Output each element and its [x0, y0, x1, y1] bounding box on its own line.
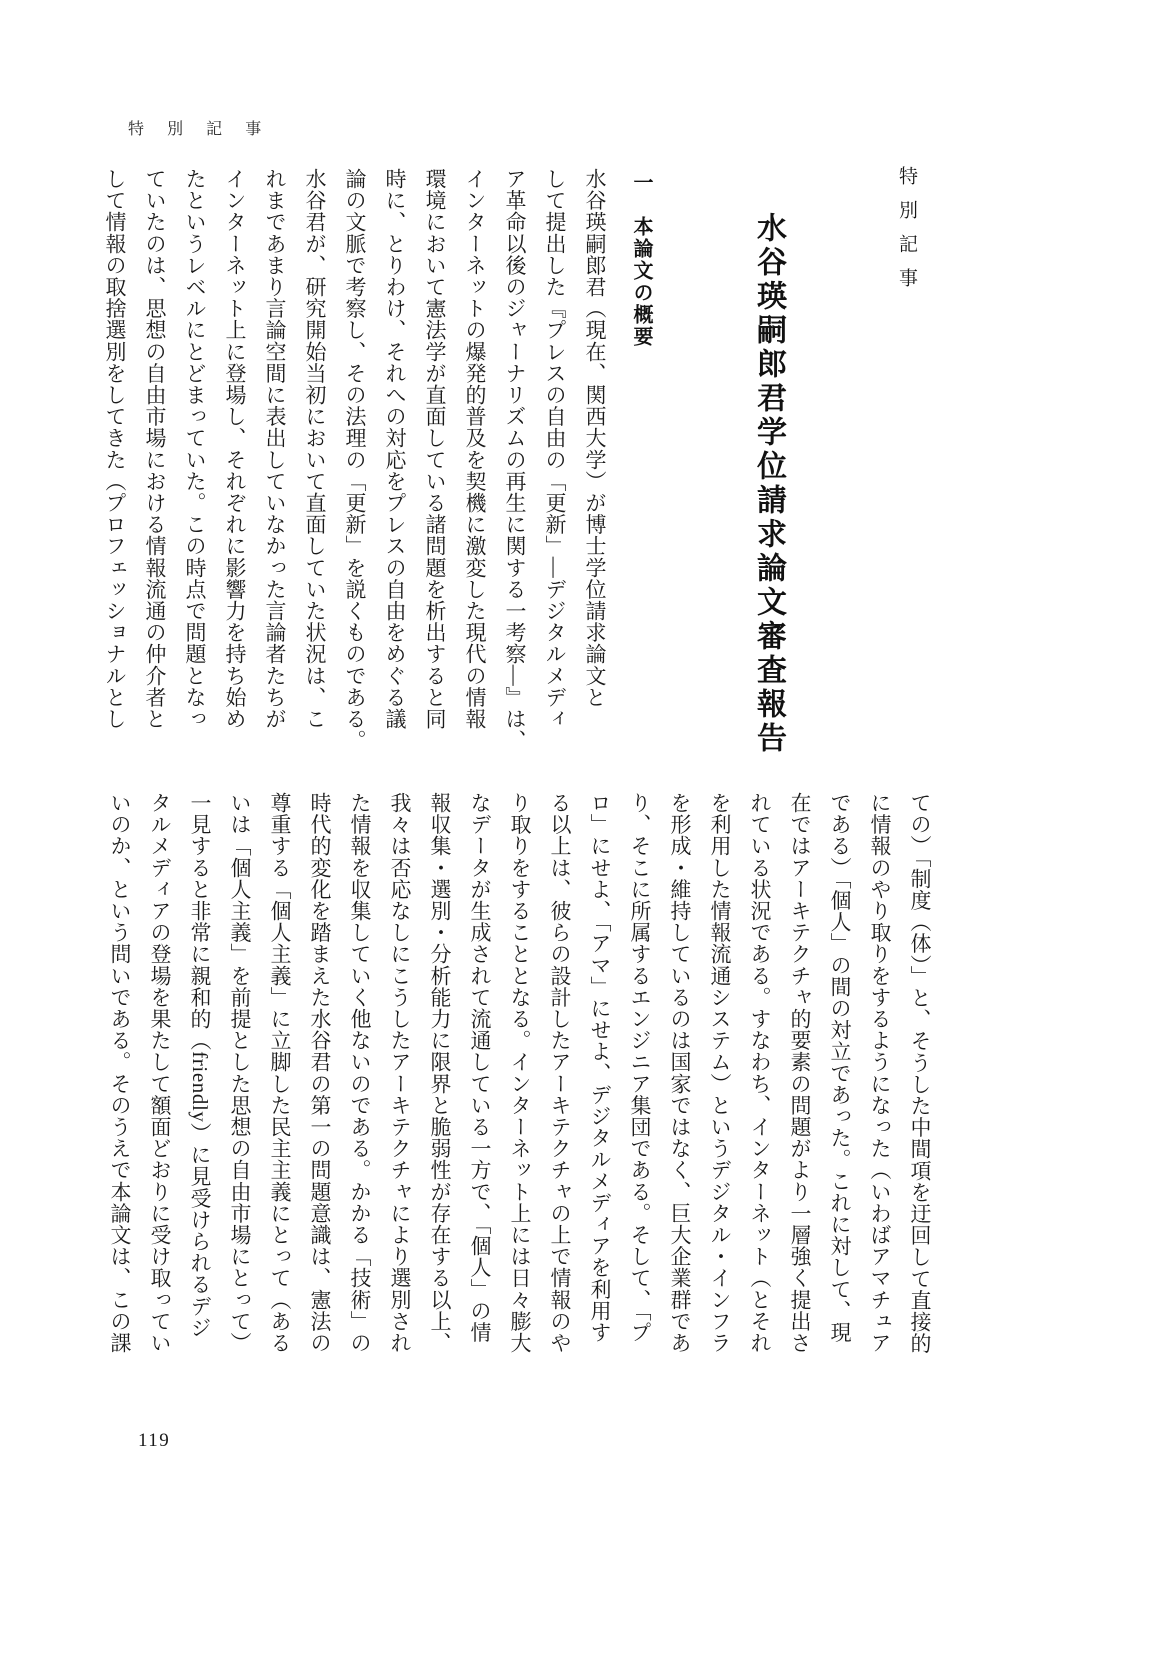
- text-column: り、そこに所属するエンジニア集団である。そして、「プ: [628, 792, 652, 1344]
- text-column: ていたのは、思想の自由市場における情報流通の仲介者と: [143, 168, 167, 730]
- section-heading: 一 本論文の概要: [630, 172, 654, 348]
- text-column: いは「個人主義」を前提とした思想の自由市場にとって）: [228, 792, 252, 1354]
- text-column: れまであまり言論空間に表出していなかった言論者たちが: [263, 168, 287, 730]
- text-column: ロ」にせよ、「アマ」にせよ、デジタルメディアを利用す: [588, 792, 612, 1344]
- text-column: 報収集・選別・分析能力に限界と脆弱性が存在する以上、: [428, 792, 452, 1354]
- text-column: 水谷君が、研究開始当初において直面していた状況は、こ: [303, 168, 327, 730]
- text-column: を利用した情報流通システム）というデジタル・インフラ: [708, 792, 732, 1354]
- body-text-upper: [95, 168, 615, 782]
- text-column: 在ではアーキテクチャ的要素の問題がより一層強く提出さ: [788, 792, 812, 1354]
- text-column: タルメディアの登場を果たして額面どおりに受け取ってい: [148, 792, 172, 1354]
- body-text-lower: [100, 792, 940, 1406]
- text-column: を形成・維持しているのは国家ではなく、巨大企業群であ: [668, 792, 692, 1354]
- text-column: 尊重する「個人主義」に立脚した民主主義にとって（ある: [268, 792, 292, 1354]
- text-column: に情報のやり取りをするようになった（いわばアマチュア: [868, 792, 892, 1354]
- text-column: して提出した『プレスの自由の「更新」—デジタルメディ: [543, 168, 567, 730]
- text-column: なデータが生成されて流通している一方で、「個人」の情: [468, 792, 492, 1344]
- text-column: り取りをすることとなる。インターネット上には日々膨大: [508, 792, 532, 1354]
- text-column: ての）「制度（体）」と、そうした中間項を迂回して直接的: [908, 792, 932, 1355]
- text-column: インターネットの爆発的普及を契機に激変した現代の情報: [463, 168, 487, 730]
- text-column: 水谷瑛嗣郎君（現在、関西大学）が博士学位請求論文と: [583, 168, 607, 708]
- text-column: 論の文脈で考察し、その法理の「更新」を説くものである。: [343, 168, 367, 752]
- text-column: たというレベルにとどまっていた。この時点で問題となっ: [183, 168, 207, 730]
- text-column: れている状況である。すなわち、インターネット（とそれ: [748, 792, 772, 1354]
- text-column: して情報の取捨選別をしてきた（プロフェッショナルとし: [103, 168, 127, 730]
- text-column: 環境において憲法学が直面している諸問題を析出すると同: [423, 168, 447, 730]
- article-title: 水谷瑛嗣郎君学位請求論文審査報告: [752, 212, 785, 756]
- text-column: 一見すると非常に親和的（friendly）に見受けられるデジ: [188, 792, 212, 1339]
- text-column: インターネット上に登場し、それぞれに影響力を持ち始め: [223, 168, 247, 730]
- page-number: 119: [138, 1430, 171, 1451]
- text-column: 時代的変化を踏まえた水谷君の第一の問題意識は、憲法の: [308, 792, 332, 1354]
- text-column: いのか、という問いである。そのうえで本論文は、この課: [108, 792, 132, 1354]
- text-column: 時に、とりわけ、それへの対応をプレスの自由をめぐる議: [383, 168, 407, 730]
- text-column: た情報を収集していく他ないのである。かかる「技術」の: [348, 792, 372, 1354]
- text-column: である）「個人」の間の対立であった。これに対して、現: [828, 792, 852, 1344]
- masthead-label: 特別記事: [896, 166, 918, 302]
- text-column: ア革命以後のジャーナリズムの再生に関する一考察—』は、: [503, 168, 527, 752]
- text-column: る以上は、彼らの設計したアーキテクチャの上で情報のや: [548, 792, 572, 1354]
- text-column: 我々は否応なしにこうしたアーキテクチャにより選別され: [388, 792, 412, 1354]
- running-header: 特 別 記 事: [128, 119, 271, 138]
